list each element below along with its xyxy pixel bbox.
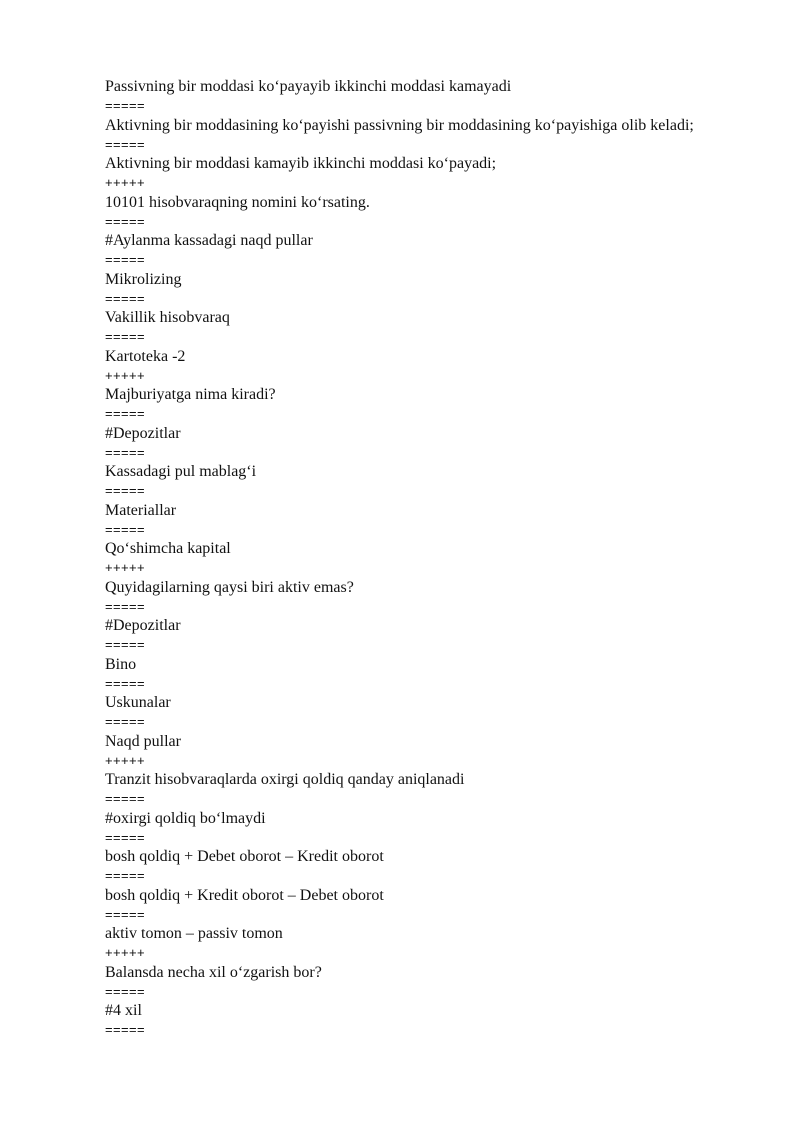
text-line: Vakillik hisobvaraq [105, 309, 230, 326]
text-line: Aktivning bir moddasining ko‘payishi passivning bir moddasining ko‘payishiga olib keladi; [105, 116, 694, 134]
separator-line: ===== [105, 290, 145, 306]
text-line: Bino [105, 655, 137, 673]
text-line: Quyidagilarning qaysi biri aktiv emas? [105, 578, 354, 596]
separator-line: ===== [105, 868, 145, 883]
separator-line: ===== [105, 136, 145, 152]
text-line: Qo‘shimcha kapital [105, 540, 231, 557]
text-line: #oxirgi qoldiq bo‘lmaydi [105, 809, 266, 827]
separator-line: +++++ [105, 367, 145, 383]
separator-line: +++++ [105, 175, 145, 190]
text-line: Passivning bir moddasi ko‘payayib ikkinchi moddasi kamayadi [105, 78, 512, 95]
text-line: bosh qoldiq + Debet oborot – Kredit oborot [105, 848, 384, 865]
separator-line: ===== [105, 98, 145, 113]
separator-line: ===== [105, 637, 145, 652]
text-line: Majburiyatga nima kiradi? [105, 386, 276, 403]
text-line: Tranzit hisobvaraqlarda oxirgi qoldiq qanday aniqlanadi [105, 771, 465, 788]
text-line: #Depozitlar [105, 617, 181, 634]
separator-line: ===== [105, 329, 145, 344]
text-line: Kartoteka -2 [105, 347, 186, 365]
separator-line: ===== [105, 444, 145, 460]
separator-line: ===== [105, 406, 145, 421]
text-line: Naqd pullar [105, 732, 181, 750]
separator-line: ===== [105, 983, 145, 999]
separator-line: +++++ [105, 560, 145, 575]
text-line: aktiv tomon – passiv tomon [105, 925, 283, 942]
separator-line: ===== [105, 906, 145, 922]
separator-line: +++++ [105, 945, 145, 960]
separator-line: ===== [105, 252, 145, 267]
text-line: #Aylanma kassadagi naqd pullar [105, 232, 313, 249]
separator-line: ===== [105, 714, 145, 729]
separator-line: ===== [105, 1022, 145, 1037]
text-line: Aktivning bir moddasi kamayib ikkinchi moddasi ko‘payadi; [105, 155, 497, 172]
text-line: Uskunalar [105, 694, 171, 711]
separator-line: ===== [105, 675, 145, 691]
text-line: #4 xil [105, 1002, 142, 1019]
text-line: Kassadagi pul mablag‘i [105, 463, 257, 480]
separator-line: ===== [105, 483, 145, 498]
text-line: 10101 hisobvaraqning nomini ko‘rsating. [105, 193, 370, 211]
text-line: #Depozitlar [105, 424, 181, 442]
separator-line: ===== [105, 213, 145, 229]
separator-line: ===== [105, 791, 145, 806]
document-body [105, 77, 765, 1040]
separator-line: ===== [105, 521, 145, 537]
text-line: Balansda necha xil o‘zgarish bor? [105, 963, 322, 981]
separator-line: ===== [105, 829, 145, 845]
text-line: Mikrolizing [105, 270, 182, 288]
separator-line: ===== [105, 598, 145, 614]
text-line: Materiallar [105, 501, 177, 519]
text-line: bosh qoldiq + Kredit oborot – Debet oborot [105, 886, 384, 904]
separator-line: +++++ [105, 752, 145, 768]
